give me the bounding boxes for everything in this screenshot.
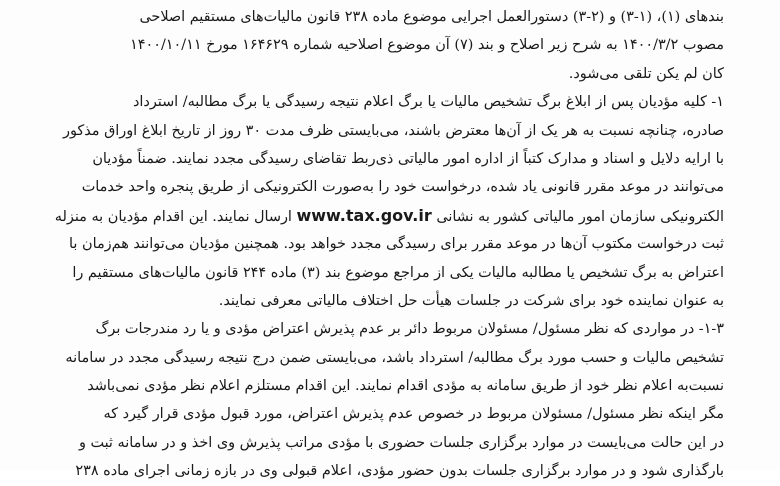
section-1-3-line: نسبت‌به اعلام نظر خود از طریق سامانه به مؤدی اقدام نمایند. این اقدام مستلزم اعلام نظر مؤدی نمی‌باشد	[87, 378, 724, 395]
section-1-line-with-url	[54, 202, 724, 230]
section-1-line: ۱- کلیه مؤدیان پس از ابلاغ برگ تشخیص مالیات یا برگ اعلام نتیجه رسیدگی یا برگ مطالبه/ استرداد	[133, 94, 724, 111]
section-1-line: با ارایه دلایل و اسناد و مدارک کتباً از اداره امور مالیاتی ذی‌ربط تقاضای رسیدگی مجدد نمایند. ضمناً مؤدیان	[92, 150, 724, 167]
section-1-line: صادره، چنانچه نسبت به هر یک از آن‌ها معترض باشند، می‌بایستی ظرف مدت ۳۰ روز از تاریخ ابلاغ اوراق مذکور	[63, 122, 724, 139]
section-1-3-line: مگر اینکه نظر مسئول/ مسئولان مربوط در خصوص عدم پذیرش اعتراض، مورد قبول مؤدی قرار گیرد که	[103, 406, 724, 423]
section-1-line: ثبت درخواست مکتوب آن‌ها در موعد مقرر برای رسیدگی مجدد خواهد بود. همچنین مؤدیان می‌توانند هم‌زمان با	[69, 236, 724, 253]
document-body	[54, 3, 724, 486]
section-1-3-line: بارگذاری شود و در موارد برگزاری جلسات بدون حضور مؤدی، اعلام قبولی وی در بازه زمانی اجرای ماده ۲۳۸	[75, 463, 724, 480]
section-1-line: می‌توانند در موعد مقرر قانونی یاد شده، درخواست خود را به‌صورت الکترونیکی از طریق پنجره واحد خدمات	[81, 179, 724, 196]
section-1-line: به عنوان نماینده خود برای شرکت در جلسات هیأت حل اختلاف مالیاتی معرفی نمایند.	[218, 292, 724, 309]
line-text-after-url: ارسال نمایند. این اقدام مؤدیان به منزله	[54, 208, 292, 225]
intro-line: بندهای (۱)، (۱-۳) و (۲-۳) دستورالعمل اجرایی موضوع ماده ۲۳۸ قانون مالیات‌های مستقیم اصلاحی	[139, 9, 724, 25]
line-text-before-url: الکترونیکی سازمان امور مالیاتی کشور به نشانی	[436, 208, 724, 225]
section-1-line: اعتراض به برگ تشخیص یا مطالبه مالیات یکی از مراجع موضوع بند (۳) ماده ۲۴۴ قانون مالیات‌های مستقیم را	[72, 264, 724, 281]
tax-website-link[interactable]: www.tax.gov.ir	[296, 205, 432, 225]
section-1-3-line: ۱-۳- در مواردی که نظر مسئول/ مسئولان مربوط دائر بر عدم پذیرش اعتراض مؤدی و یا رد مندرجات برگ	[95, 321, 724, 338]
intro-line: کان لم یکن تلقی می‌شود.	[568, 65, 724, 82]
section-1-3-line: تشخیص مالیات و حسب مورد برگ مطالبه/ استرداد باشد، می‌بایستی ضمن درج نتیجه رسیدگی مجدد در سامانه	[65, 349, 724, 366]
intro-line: مصوب ۱۴۰۰/۳/۲ به شرح زیر اصلاح و بند (۷) آن موضوع اصلاحیه شماره ۱۶۴۶۲۹ مورخ ۱۴۰۰/۱۰/۱۱	[130, 37, 724, 54]
section-1-3-line: در این حالت می‌بایست در موارد برگزاری جلسات حضوری با مؤدی مراتب پذیرش وی اخذ و در سامانه ثبت و	[78, 434, 724, 451]
